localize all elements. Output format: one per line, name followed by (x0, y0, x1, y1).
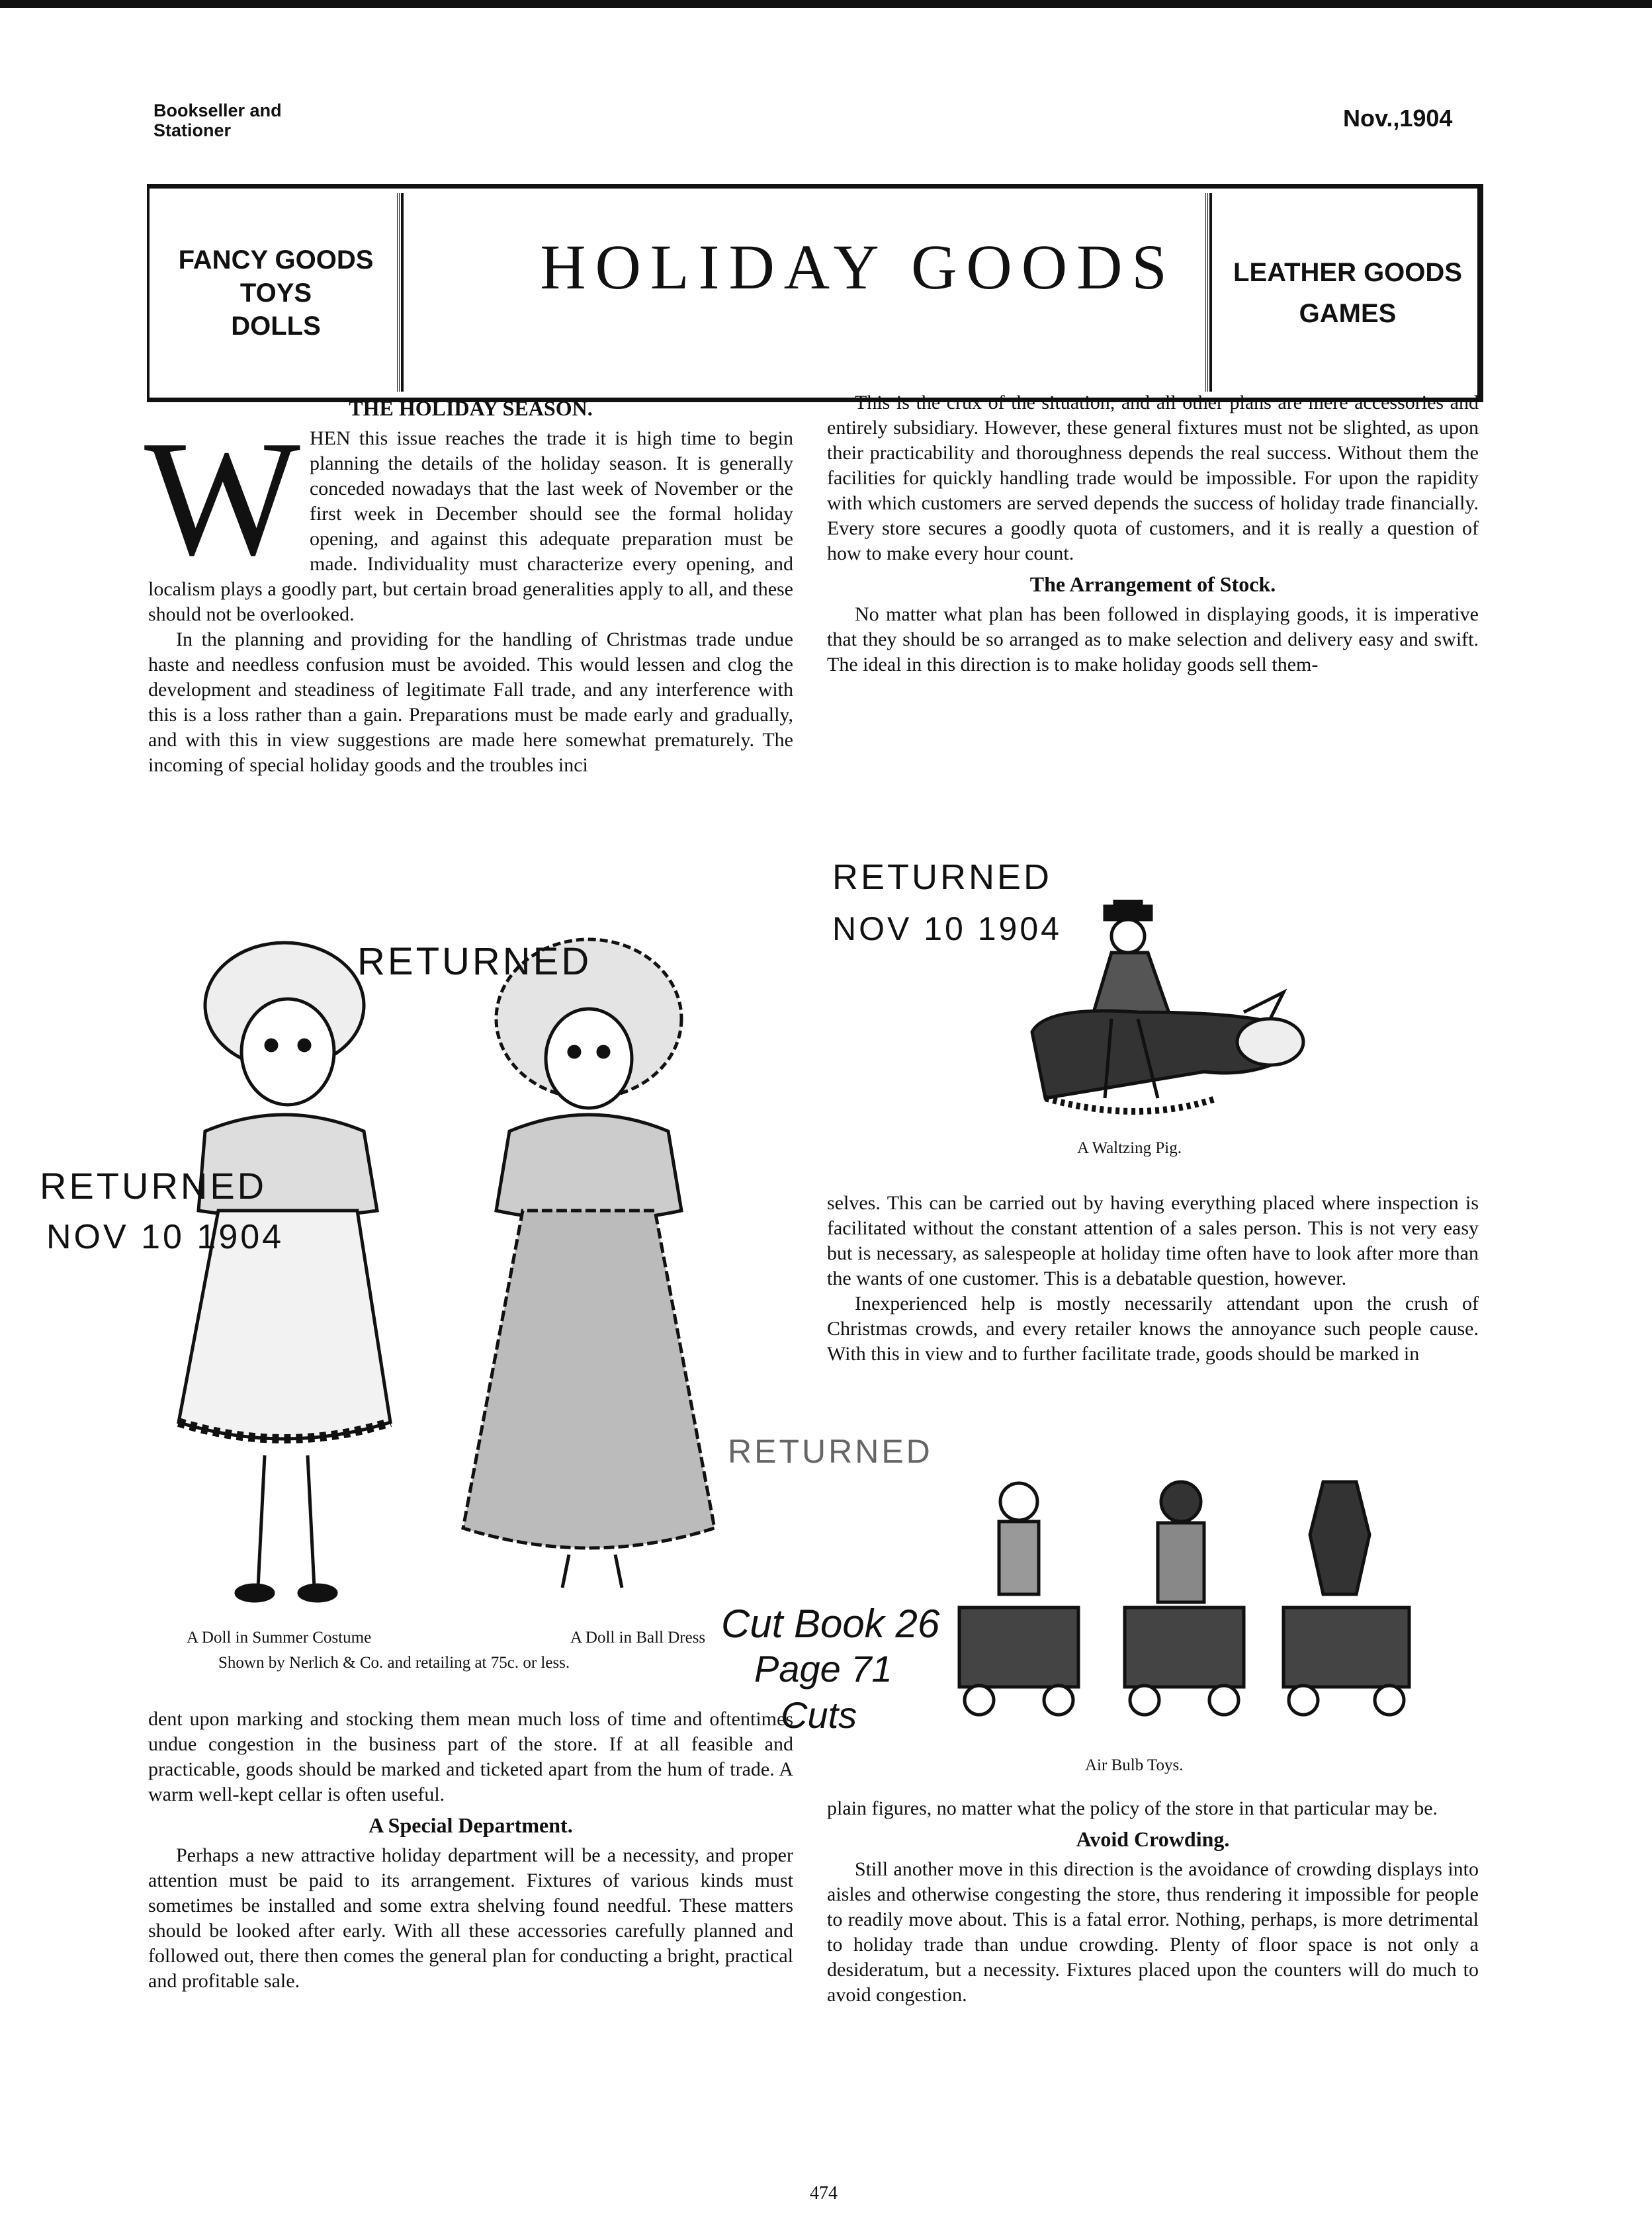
returned-stamp-date: NOV 10 1904 (46, 1218, 284, 1256)
article-paragraph: Still another move in this direction is the avoidance of crowding displays into aisles and otherwise congesting the store, thus rendering it impossible for people to readily move about. This is a fatal error. Nothing, perhaps, is more detrimental to holiday trade than undue crowding. Plenty of floor space is not only a desideratum, but a necessity. Fixtures placed upon the counters will do much to avoid congestion. (827, 1858, 1479, 2006)
article-paragraph: dent upon marking and stocking them mean much loss of time and oftentimes undue congestion in the business part of the store. If at all feasible and practicable, goods should be marked and ticketed apart from the hum of trade. A warm well-kept cellar is often useful. (148, 1708, 793, 1805)
article-paragraph: plain figures, no matter what the policy of the store in that particular may be. (827, 1797, 1438, 1819)
handwritten-note: Cuts (781, 1694, 857, 1736)
caption-waltzing-pig: A Waltzing Pig. (1077, 1139, 1182, 1157)
dolls-illustration (165, 933, 761, 1621)
handwritten-note: Cut Book 26 (721, 1602, 940, 1646)
article-paragraph: No matter what plan has been followed in displaying goods, it is imperative that they should be so arranged as to make selection and delivery easy and swift. The ideal in this direction is to make holiday goods sell them- (827, 603, 1479, 675)
paragraph-text: HEN this issue reaches the trade it is high time to begin planning the details of the holiday season. It is generally conceded nowadays that the last week of November or the first week in December should see the formal holiday opening, and against this adequate preparation must be made. Individuality must characterize every opening, and localism plays a goodly part, but certain broad generalities apply to all, and these should not be overlooked. (148, 427, 793, 625)
subheading-arrangement: The Arrangement of Stock. (1029, 572, 1276, 596)
left-column-bottom (148, 1707, 793, 1994)
banner-left-item: DOLLS (231, 312, 321, 341)
returned-stamp: RETURNED (728, 1433, 933, 1470)
banner-right-items (1219, 204, 1477, 382)
doll-summer-costume (179, 943, 390, 1601)
banner-divider-left (397, 193, 404, 392)
doll-ball-dress (463, 939, 715, 1588)
caption-air-bulb-toys: Air Bulb Toys. (1085, 1756, 1184, 1774)
banner-left-item: FANCY GOODS (178, 245, 374, 275)
caption-dolls-credit: Shown by Nerlich & Co. and retailing at 75c. or less. (218, 1654, 570, 1672)
issue-date: Nov.,1904 (1343, 105, 1453, 132)
article-heading: THE HOLIDAY SEASON. (349, 396, 593, 420)
right-column-top (827, 390, 1479, 677)
banner-left-items (160, 204, 392, 382)
right-column-middle (827, 1191, 1479, 1367)
section-banner (147, 184, 1483, 402)
publication-name (153, 101, 282, 140)
article-paragraph: Perhaps a new attractive holiday department will be a necessity, and proper attention must be paid to its arrangement. Fixtures of various kinds must sometimes be installed and some extra shelving found needful. These matters should be looked after early. With all these accessories carefully planned and followed out, there then comes the general plan for conducting a bright, practical and profitable sale. (148, 1844, 793, 1992)
returned-stamp-date: NOV 10 1904 (832, 910, 1062, 947)
page-number: 474 (810, 2183, 838, 2204)
top-rule (0, 0, 1652, 8)
subheading-special: A Special Department. (369, 1813, 573, 1837)
publication-line1: Bookseller and (153, 101, 282, 120)
returned-stamp: RETURNED (832, 857, 1053, 897)
left-column-top (144, 390, 793, 778)
publication-line2: Stationer (153, 120, 232, 140)
drop-cap: W (144, 407, 300, 590)
article-paragraph: In the planning and providing for the handling of Christmas trade undue haste and needless confusion must be avoided. This would lessen and clog the development and steadiness of legitimate Fall trade, and any interference with this is a loss rather than a gain. Preparations must be made early and gradually, and with this in view suggestions are made here somewhat prematurely. The incoming of special holiday goods and the troubles inci (148, 628, 793, 776)
caption-doll-summer: A Doll in Summer Costume (187, 1629, 372, 1647)
caption-doll-ball: A Doll in Ball Dress (570, 1629, 706, 1647)
returned-stamp: RETURNED (357, 940, 592, 983)
air-bulb-toys-illustration (933, 1475, 1475, 1766)
handwritten-note: Page 71 (754, 1648, 892, 1690)
banner-title: HOLIDAY GOODS (540, 232, 1176, 302)
banner-right-item: LEATHER GOODS (1233, 258, 1462, 287)
article-paragraph (144, 407, 793, 627)
subheading-crowding: Avoid Crowding. (1076, 1827, 1230, 1851)
banner-left-item: TOYS (239, 279, 312, 308)
returned-stamp: RETURNED (40, 1165, 267, 1207)
banner-right-item: GAMES (1299, 299, 1397, 328)
right-column-bottom (827, 1796, 1479, 2008)
article-paragraph: This is the crux of the situation, and all other plans are mere accessories and entirely subsidiary. However, these general fixtures must not be slighted, as upon their practicability and thoroughness depends the real success. Without them the facilities for quickly handling trade would be impossible. For upon the rapidity with which customers are served depends the success of holiday trade financially. Every store secures a goodly quota of customers, and it is really a question of how to make every hour count. (827, 392, 1479, 564)
article-paragraph: Inexperienced help is mostly necessarily attendant upon the crush of Christmas crowds, and every retailer knows the annoyance such people cause. With this in view and to further facilitate trade, goods should be marked in (827, 1293, 1479, 1365)
article-paragraph: selves. This can be carried out by having everything placed where inspection is facilitated without the constant attention of a sales person. This is not very easy but is necessary, as salespeople at holiday time often have to look after more than the wants of one customer. This is a debatable question, however. (827, 1192, 1479, 1289)
